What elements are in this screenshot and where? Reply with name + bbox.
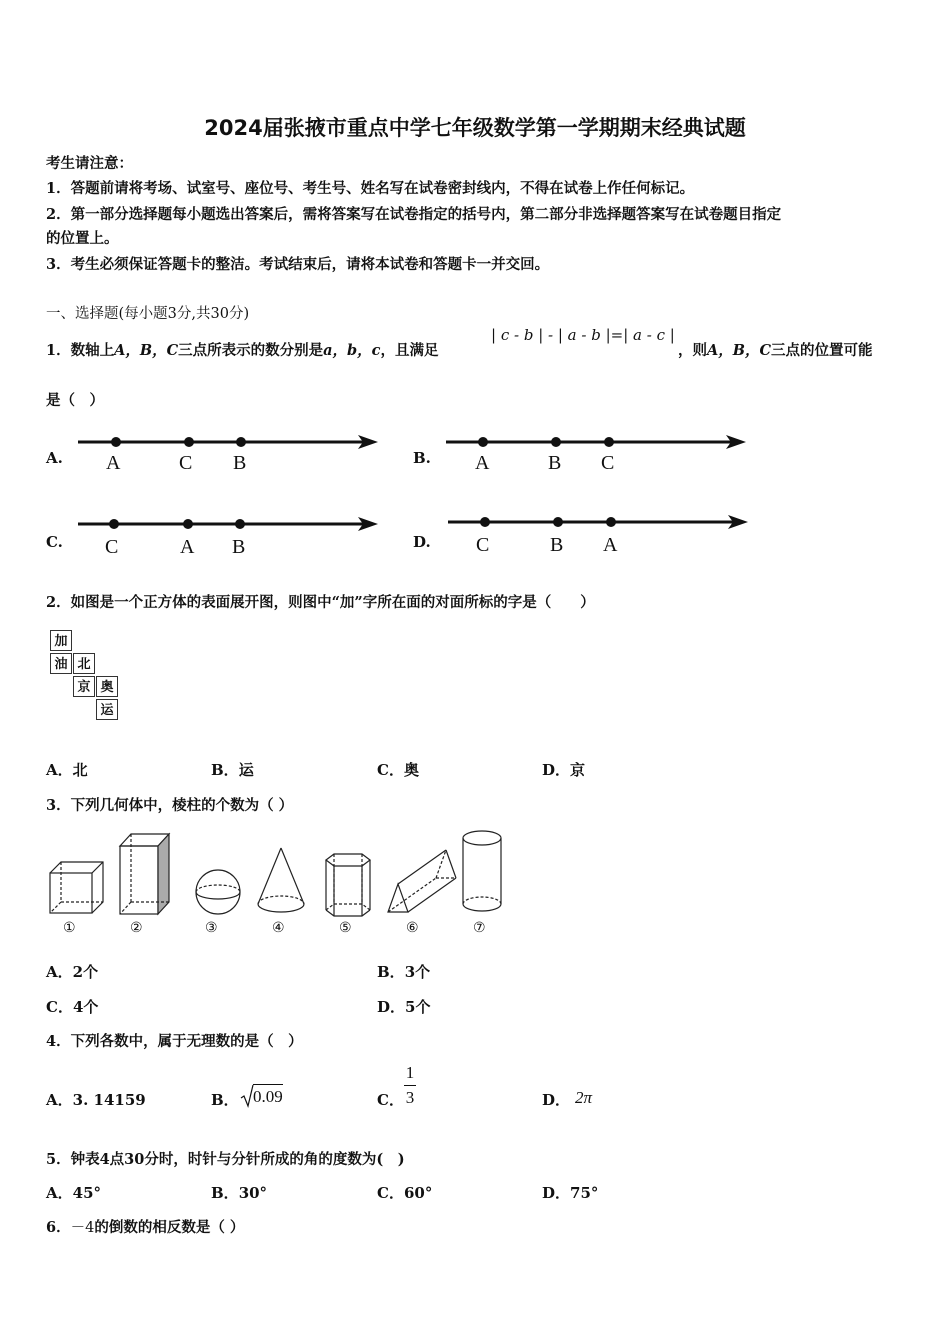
solid-label-1: ① [63, 920, 76, 936]
solid-5-hex-prism [326, 854, 370, 916]
q1-option-a-letter: A. [46, 449, 63, 467]
solid-label-4: ④ [272, 920, 285, 936]
q1-option-c-letter: C. [46, 533, 63, 551]
q2-option-b: B．运 [211, 761, 254, 779]
q5-option-c: C．60° [377, 1184, 433, 1202]
q1-option-c-number-line [76, 514, 382, 536]
q1-c-label-3: B [232, 536, 246, 558]
q5-option-d: D．75° [542, 1184, 599, 1202]
solid-2-tall-prism [120, 834, 169, 914]
q1-b-label-1: A [475, 452, 490, 474]
q1-option-a-number-line [76, 432, 382, 454]
q4-option-d-value: 2π [575, 1088, 593, 1107]
solid-label-5: ⑤ [339, 920, 352, 936]
net-cell-bei: 北 [73, 653, 95, 674]
page-title: 2024届张掖市重点中学七年级数学第一学期期末经典试题 [204, 116, 746, 140]
q1-a-label-2: C [179, 452, 193, 474]
section-heading: 一、选择题(每小题3分,共30分) [46, 306, 250, 322]
q4-option-c-fraction [404, 1063, 416, 1108]
q1-d-label-3: A [603, 534, 618, 556]
q2-option-d: D．京 [542, 761, 586, 779]
q3-option-d: D．5个 [377, 998, 431, 1016]
fraction-numerator: 1 [405, 1063, 415, 1082]
q3-stem: 3．下列几何体中，棱柱的个数为（ ） [46, 797, 294, 814]
q1-c-label-1: C [105, 536, 119, 558]
solid-label-3: ③ [205, 920, 218, 936]
q1-formula: | c - b | - | a - b |=| a - c | [491, 326, 675, 344]
solid-6-tri-prism [388, 850, 456, 912]
q5-stem: 5．钟表4点30分时，时针与分针所成的角的度数为( ) [46, 1151, 405, 1168]
solid-label-7: ⑦ [473, 920, 486, 936]
notice-line-2: 2．第一部分选择题每小题选出答案后，需将答案写在试卷指定的括号内，第二部分非选择题答案写在试卷题目指定 [46, 206, 782, 223]
q1-a-label-1: A [106, 452, 121, 474]
q4-option-b-letter: B． [211, 1091, 239, 1109]
solid-3-sphere [196, 870, 240, 914]
q4-option-b-value: 0.09 [253, 1084, 283, 1107]
net-cell-jia: 加 [50, 630, 72, 651]
solid-label-2: ② [130, 920, 143, 936]
net-cell-jing: 京 [73, 676, 95, 697]
solid-label-6: ⑥ [406, 920, 419, 936]
q4-option-c-letter: C． [377, 1091, 404, 1109]
fraction-denominator: 3 [405, 1088, 415, 1107]
q3-option-c: C．4个 [46, 998, 99, 1016]
q1-c-label-2: A [180, 536, 195, 558]
notice-line-1: 1．答题前请将考场、试室号、座位号、考生号、姓名写在试卷密封线内，不得在试卷上作任何标记。 [46, 180, 695, 197]
q1-option-d-letter: D. [413, 533, 431, 551]
q3-solids-figure [44, 826, 514, 918]
solid-4-cone [258, 848, 304, 912]
q1-b-label-3: C [601, 452, 615, 474]
q1-stem-tail: 是（ ） [46, 392, 104, 409]
q1-b-label-2: B [548, 452, 562, 474]
net-cell-yun: 运 [96, 699, 118, 720]
q1-d-label-2: B [550, 534, 564, 556]
q6-stem: 6．－4的倒数的相反数是（ ） [46, 1219, 245, 1236]
notice-line-3: 3．考生必须保证答题卡的整洁。考试结束后，请将本试卷和答题卡一并交回。 [46, 256, 550, 273]
q3-option-b: B．3个 [377, 963, 431, 981]
q1-option-d-number-line [446, 512, 752, 534]
q2-stem: 2．如图是一个正方体的表面展开图，则图中“加”字所在面的对面所标的字是（ ） [46, 594, 595, 611]
q2-option-c: C．奥 [377, 761, 419, 779]
q4-option-d-letter: D． [542, 1091, 571, 1109]
notice-line-2b: 的位置上。 [46, 230, 119, 247]
q1-a-label-3: B [233, 452, 247, 474]
notice-heading: 考生请注意： [46, 155, 133, 172]
net-cell-ao: 奥 [96, 676, 118, 697]
q4-stem: 4．下列各数中，属于无理数的是（ ） [46, 1033, 303, 1050]
q2-option-a: A．北 [46, 761, 88, 779]
q1-stem-end: ，则A，B，C三点的位置可能 [678, 342, 873, 359]
q5-option-b: B．30° [211, 1184, 268, 1202]
sqrt-icon [240, 1084, 254, 1108]
solid-1-cube [50, 862, 103, 913]
q1-option-b-number-line [444, 432, 750, 454]
solid-7-cylinder [463, 831, 501, 911]
q1-option-b-letter: B. [413, 449, 431, 467]
net-cell-you: 油 [50, 653, 72, 674]
q1-stem: 1．数轴上A，B，C三点所表示的数分别是a，b，c，且满足 [46, 342, 439, 359]
q5-option-a: A．45° [46, 1184, 102, 1202]
q3-option-a: A．2个 [46, 963, 99, 981]
q1-d-label-1: C [476, 534, 490, 556]
q4-option-a: A．3. 14159 [46, 1091, 146, 1109]
